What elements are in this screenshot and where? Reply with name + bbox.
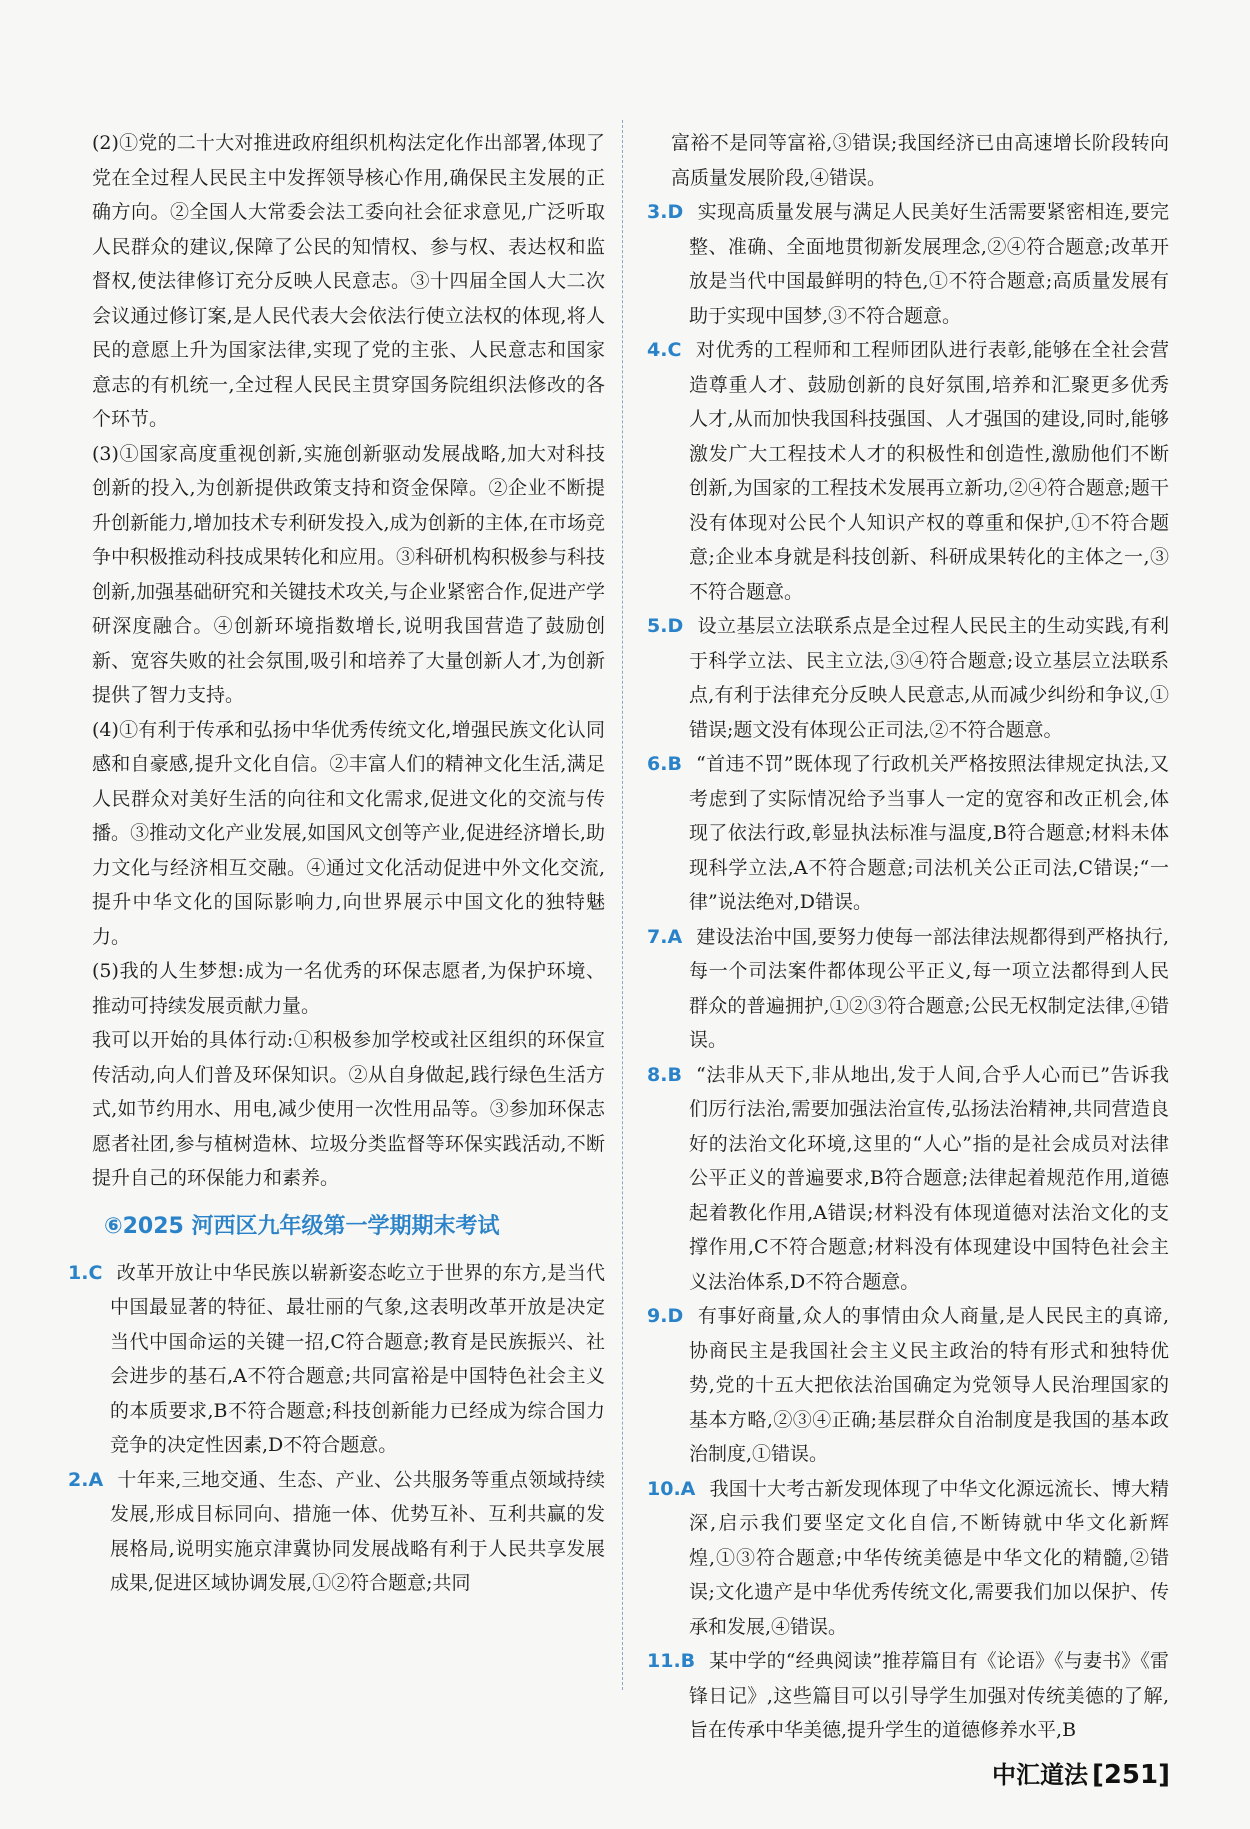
question-answer: B [680, 1650, 696, 1672]
question-explanation: 对优秀的工程师和工程师团队进行表彰,能够在全社会营造尊重人才、鼓励创新的良好氛围,培养和汇聚更多优秀人才,从而加快我国科技强国、人才强国的建设,同时,能够激发广大工程技术人才的积极性和创造性,激励他们不断创新,为国家的工程技术发展再立新功,②④符合题意;题干没有体现对公民个人知识产权的尊重和保护,①不符合题意;企业本身就是科技创新、科研成果转化的主体之一,③不符合题意。 [689, 339, 1169, 603]
answer-part-4: (4)①有利于传承和弘扬中华优秀传统文化,增强民族文化认同感和自豪感,提升文化自信。②丰富人们的精神文化生活,满足人民群众对美好生活的向往和文化需求,促进文化的交流与传播。③推动文化产业发展,如国风文创等产业,促进经济增长,助力文化与经济相互交融。④通过文化活动促进中外文化交流,提升中华文化的国际影响力,向世界展示中国文化的独特魅力。 [92, 718, 605, 948]
question-explanation: 实现高质量发展与满足人民美好生活需要紧密相连,要完整、准确、全面地贯彻新发展理念,②④符合题意;改革开放是当代中国最鲜明的特色,①不符合题意;高质量发展有助于实现中国梦,③不符合题意。 [689, 201, 1169, 327]
question-number: 2. [68, 1468, 89, 1491]
footer-label: 中汇道法 [991, 1761, 1088, 1789]
question-answer: C [88, 1261, 103, 1284]
question-answer: A [667, 925, 683, 948]
question-number: 5. [647, 615, 668, 637]
answer-part-3: (3)①国家高度重视创新,实施创新驱动发展战略,加大对科技创新的投入,为创新提供政策支持和资金保障。②企业不断提升创新能力,增加技术专利研发投入,成为创新的主体,在市场竞争中积极推动科技成果转化和应用。③科研机构积极参与科技创新,加强基础研究和关键技术攻关,与企业紧密合作,促进产学研深度融合。④创新环境指数增长,说明我国营造了鼓励创新、宽容失败的社会氛围,吸引和培养了大量创新人才,为创新提供了智力支持。 [92, 442, 606, 706]
question-7 [647, 920, 1169, 1058]
question-answer: B [667, 1063, 682, 1086]
question-number: 1. [68, 1261, 89, 1284]
question-11 [647, 1644, 1169, 1748]
question-explanation: 建设法治中国,要努力使每一部法律法规都得到严格执行,每一个司法案件都体现公平正义,每一项立法都得到人民群众的普遍拥护,①②③符合题意;公民无权制定法律,④错误。 [689, 925, 1169, 1051]
question-number: 9. [647, 1305, 668, 1327]
question-explanation: “首违不罚”既体现了行政机关严格按照法律规定执法,又考虑到了实际情况给予当事人一定的宽容和改正机会,体现了依法行政,彰显执法标准与温度,B符合题意;材料未体现科学立法,A不符合题意;司法机关公正司法,C错误;“一律”说法绝对,D错误。 [689, 753, 1169, 913]
question-3 [647, 195, 1169, 333]
page-footer [992, 1755, 1170, 1790]
question-answer: B [667, 753, 682, 775]
page-number: [251] [1091, 1760, 1170, 1790]
question-answer: A [680, 1477, 696, 1500]
answer-part-5-actions: 我可以开始的具体行动:①积极参加学校或社区组织的环保宣传活动,向人们普及环保知识。②从自身做起,践行绿色生活方式,如节约用水、用电,减少使用一次性用品等。③参加环保志愿者社团,参与植树造林、垃圾分类监督等环保实践活动,不断提升自己的环保能力和素养。 [92, 1029, 605, 1189]
question-explanation: 某中学的“经典阅读”推荐篇目有《论语》《与妻书》《雷锋日记》,这些篇目可以引导学生加强对传统美德的了解,旨在传承中华美德,提升学生的道德修养水平,B [689, 1650, 1169, 1741]
question-8 [647, 1058, 1169, 1300]
answer-part-2: (2)①党的二十大对推进政府组织机构法定化作出部署,体现了党在全过程人民民主中发挥领导核心作用,确保民主发展的正确方向。②全国人大常委会法工委向社会征求意见,广泛听取人民群众的建议,保障了公民的知情权、参与权、表达权和监督权,使法律修订充分反映人民意志。③十四届全国人大二次会议通过修订案,是人民代表大会依法行使立法权的体现,将人民的意愿上升为国家法律,实现了党的主张、人民意志和国家意志的有机统一,全过程人民民主贯穿国务院组织法修改的各个环节。 [92, 132, 605, 430]
question-number: 11. [647, 1650, 681, 1672]
question-2-continued: 富裕不是同等富裕,③错误;我国经济已由高速增长阶段转向高质量发展阶段,④错误。 [671, 132, 1169, 189]
question-explanation: 改革开放让中华民族以崭新姿态屹立于世界的东方,是当代中国最显著的特征、最壮丽的气象,这表明改革开放是决定当代中国命运的关键一招,C符合题意;教育是民族振兴、社会进步的基石,A不符合题意;共同富裕是中国特色社会主义的本质要求,B不符合题意;科技创新能力已经成为综合国力竞争的决定性因素,D不符合题意。 [110, 1261, 605, 1456]
question-2 [68, 1463, 605, 1601]
column-divider [622, 120, 623, 1690]
question-answer: D [667, 1305, 684, 1327]
question-6 [647, 747, 1169, 920]
right-column [647, 126, 1169, 1748]
question-answer: A [88, 1468, 104, 1491]
question-number: 10. [647, 1477, 681, 1500]
question-answer: D [667, 201, 684, 223]
question-9 [647, 1299, 1169, 1472]
question-number: 8. [647, 1063, 668, 1086]
question-explanation: 十年来,三地交通、生态、产业、公共服务等重点领域持续发展,形成目标同向、措施一体、优势互补、互利共赢的发展格局,说明实施京津冀协同发展战略有利于人民共享发展成果,促进区域协调发展,①②符合题意;共同 [110, 1468, 605, 1594]
question-1 [68, 1256, 605, 1463]
question-number: 4. [647, 339, 668, 361]
left-column [68, 126, 605, 1601]
answer-part-5: (5)我的人生梦想:成为一名优秀的环保志愿者,为保护环境、推动可持续发展贡献力量。 [92, 960, 605, 1017]
section-title: ⑥2025 河西区九年级第一学期期末考试 [104, 1213, 500, 1239]
question-explanation: 有事好商量,众人的事情由众人商量,是人民民主的真谛,协商民主是我国社会主义民主政治的特有形式和独特优势,党的十五大把依法治国确定为党领导人民治理国家的基本方略,②③④正确;基层群众自治制度是我国的基本政治制度,①错误。 [689, 1305, 1169, 1465]
question-answer: C [667, 339, 682, 361]
question-number: 6. [647, 753, 668, 775]
question-explanation: “法非从天下,非从地出,发于人间,合乎人心而已”告诉我们厉行法治,需要加强法治宣传,弘扬法治精神,共同营造良好的法治文化环境,这里的“人心”指的是社会成员对法律公平正义的普遍要求,B符合题意;法律起着规范作用,道德起着教化作用,A错误;材料没有体现道德对法治文化的支撑作用,C不符合题意;材料没有体现建设中国特色社会主义法治体系,D不符合题意。 [689, 1063, 1169, 1293]
question-5 [647, 609, 1169, 747]
question-4 [647, 333, 1169, 609]
question-10 [647, 1472, 1169, 1645]
question-number: 7. [647, 925, 668, 948]
question-number: 3. [647, 201, 668, 223]
question-explanation: 我国十大考古新发现体现了中华文化源远流长、博大精深,启示我们要坚定文化自信,不断铸就中华文化新辉煌,①③符合题意;中华传统美德是中华文化的精髓,②错误;文化遗产是中华优秀传统文化,需要我们加以保护、传承和发展,④错误。 [689, 1477, 1169, 1638]
question-explanation: 设立基层立法联系点是全过程人民民主的生动实践,有利于科学立法、民主立法,③④符合题意;设立基层立法联系点,有利于法律充分反映人民意志,从而减少纠纷和争议,①错误;题文没有体现公正司法,②不符合题意。 [689, 615, 1169, 741]
question-answer: D [667, 615, 684, 637]
